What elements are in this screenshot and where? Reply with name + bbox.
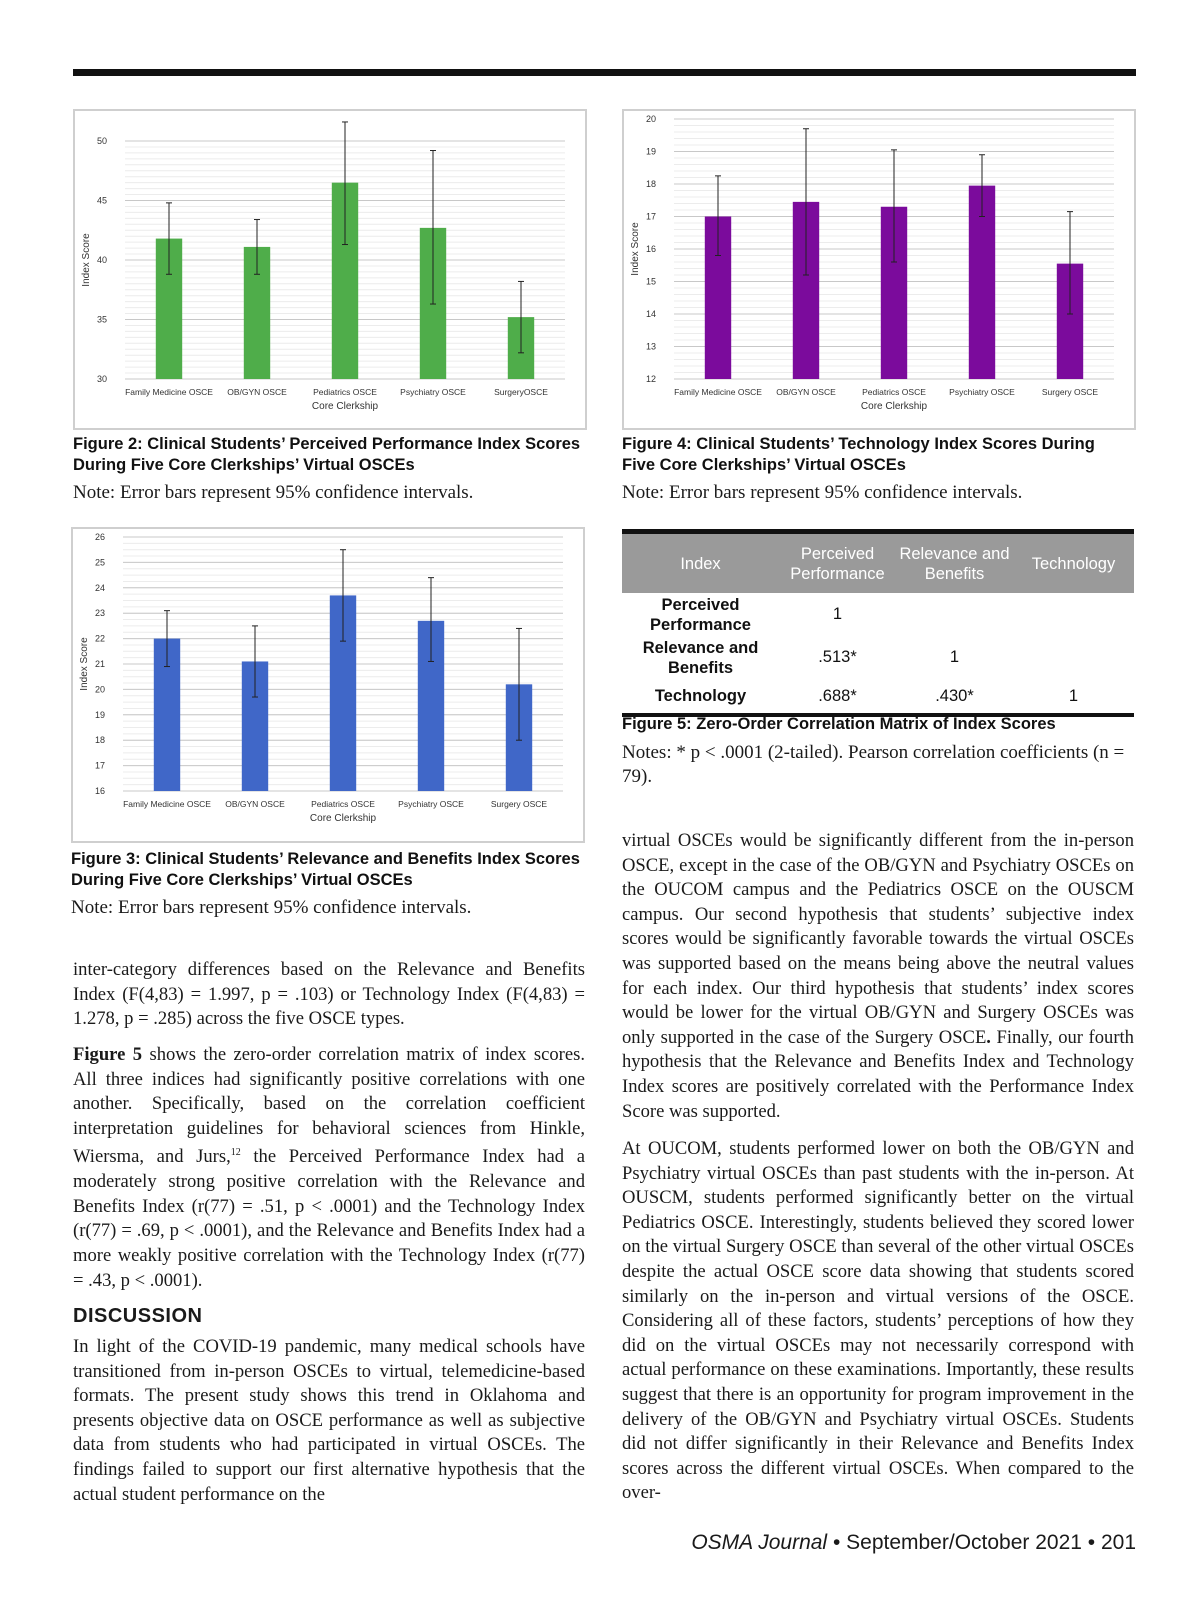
row-label: Technology: [622, 679, 779, 715]
top-rule: [73, 69, 1136, 76]
table-row: [622, 593, 1134, 636]
table-cell: 1: [832, 605, 843, 623]
left-paragraph-2: Figure 5 shows the zero-order correlation matrix of index scores. All three indices had significantly positive correlations with one another. Specifically, based on the correlation coefficient interpretation guidelines for behavioral sciences from Hinkle, Wiersma, and Jurs,$^{12}$ the Perceived Performance Index had a moderately strong positive correlation with the Relevance and Benefits Index (r(77) = .51, p < .0001) and the Technology Index (r(77) = .69, p < .0001), and the Relevance and Benefits Index had a more weakly positive correlation with the Technology Index (r(77) = .43, p < .0001).: [73, 1044, 585, 1291]
figure-2-chart: [73, 109, 587, 430]
y-tick-label: 13: [645, 341, 656, 352]
figure-4-svg: [624, 111, 1134, 428]
figure-5-notes: Notes: * p < .0001 (2-tailed). Pearson correlation coefficients (n = 79).: [622, 742, 1125, 787]
y-tick-label: 17: [645, 211, 656, 222]
x-tick-label: OB/GYN OSCE: [227, 387, 287, 397]
x-tick-label: Family Medicine OSCE: [123, 799, 211, 809]
y-tick-label: 18: [94, 735, 105, 746]
y-tick-label: 20: [645, 114, 656, 124]
y-tick-label: 23: [94, 608, 105, 619]
y-axis-label: Index Score: [79, 637, 90, 691]
y-tick-label: 19: [645, 146, 656, 157]
x-tick-label: Pediatrics OSCE: [313, 387, 377, 397]
y-tick-label: 17: [94, 760, 105, 771]
y-tick-label: 35: [96, 314, 107, 325]
left-paragraph-3: In light of the COVID-19 pandemic, many medical schools have transitioned from in-person OSCEs to virtual, telemedicine-based formats. The present study shows this trend in Oklahoma and presents objective data on OSCE performance as well as subjective data from students who had participated in virtual OSCEs. The findings failed to support our first alternative hypothesis that the actual student performance on the: [73, 1336, 585, 1505]
table-cell: .688*: [779, 679, 896, 715]
table-cell: [1013, 593, 1134, 636]
table-cell: 1: [949, 648, 960, 666]
page-footer: OSMA Journal • September/October 2021 • 201: [691, 1531, 1136, 1554]
figure-4-caption: Figure 4: Clinical Students’ Technology Index Scores During Five Core Clerkships’ Virtual OSCEs: [622, 435, 1095, 474]
discussion-heading: DISCUSSION: [73, 1305, 203, 1327]
figure-3-note: Note: Error bars represent 95% confidence intervals.: [71, 897, 472, 918]
x-tick-label: Family Medicine OSCE: [674, 387, 762, 397]
y-tick-label: 50: [96, 136, 107, 146]
y-tick-label: 20: [94, 684, 105, 695]
figure-4-chart: [622, 109, 1136, 430]
x-tick-label: Surgery OSCE: [490, 799, 548, 809]
correlation-table: [622, 529, 1134, 717]
y-tick-label: 14: [645, 309, 656, 319]
figure-3-svg: [73, 529, 583, 841]
x-tick-label: Pediatrics OSCE: [311, 799, 375, 809]
table-cell: 1: [1013, 679, 1134, 715]
y-tick-label: 26: [94, 532, 105, 542]
left-paragraph-1: inter-category differences based on the Relevance and Benefits Index (F(4,83) = 1.997, p = .103) or Technology Index (F(4,83) = 1.278, p = .285) across the five OSCE types.: [73, 959, 585, 1030]
x-tick-label: OB/GYN OSCE: [776, 387, 836, 397]
x-tick-label: Pediatrics OSCE: [862, 387, 926, 397]
table-cell: [1013, 636, 1134, 679]
table-row: [622, 679, 1134, 715]
x-axis-label: Core Clerkship: [309, 813, 377, 824]
row-label: Relevance and Benefits: [642, 638, 759, 677]
table-header: Relevance and Benefits: [896, 532, 1013, 594]
y-tick-label: 24: [94, 582, 105, 593]
y-tick-label: 19: [94, 709, 105, 720]
y-tick-label: 45: [96, 195, 107, 206]
y-tick-label: 16: [94, 786, 105, 796]
table-header-row: [622, 532, 1134, 594]
figure-3-chart: [71, 527, 585, 843]
table-cell: [896, 593, 1013, 636]
table-header: Index: [622, 532, 779, 594]
y-axis-label: Index Score: [630, 222, 641, 276]
table-row: [622, 636, 1134, 679]
x-tick-label: SurgeryOSCE: [494, 387, 548, 397]
y-tick-label: 15: [645, 276, 656, 287]
y-axis-label: Index Score: [81, 233, 92, 287]
right-paragraph-2: At OUCOM, students performed lower on both the OB/GYN and Psychiatry virtual OSCEs than past students with the in-person. At OUSCM, students performed significantly better on the virtual Pediatrics OSCE. Interestingly, students believed they scored lower on the virtual Surgery OSCE than several of the other virtual OSCEs despite the actual OSCE score data showing that students scored similarly on the in-person and virtual versions of the OSCE. Considering all of these factors, students’ perceptions of how they did on the virtual OSCEs may not necessarily correspond with actual performance on these examinations. Importantly, these results suggest that there is an opportunity for program improvement in the delivery of the OB/GYN and Psychiatry virtual OSCEs. Students did not differ significantly in their Relevance and Benefits Index scores across the different virtual OSCEs. When compared to the over-: [622, 1138, 1134, 1504]
x-tick-label: OB/GYN OSCE: [225, 799, 285, 809]
y-tick-label: 22: [94, 633, 105, 644]
right-paragraph-1: virtual OSCEs would be significantly different from the in-person OSCE, except in the case of the OB/GYN and Psychiatry OSCEs on the OUCOM campus and the Pediatrics OSCE on the OUSCM campus. Our second hypothesis that students’ subjective index scores would be significantly favorable towards the virtual OSCEs was supported based on the means being above the neutral values for each index. Our third hypothesis that students’ index scores would be lower for the virtual OB/GYN and Surgery OSCEs was only supported in the case of the Surgery OSCE. Finally, our fourth hypothesis that the Relevance and Benefits Index and Technology Index scores are positively correlated with the Performance Index Score was supported.: [622, 830, 1134, 1122]
figure-2-note: Note: Error bars represent 95% confidence intervals.: [73, 482, 474, 503]
figure-5-ref: Figure 5: [73, 1044, 143, 1065]
table-cell: .513*: [818, 648, 857, 666]
y-tick-label: 21: [94, 659, 105, 669]
y-tick-label: 16: [645, 244, 656, 254]
figure-3-caption: Figure 3: Clinical Students’ Relevance and Benefits Index Scores During Five Core Clerkships’ Virtual OSCEs: [71, 850, 580, 889]
y-tick-label: 30: [96, 374, 107, 384]
table-header: Technology: [1013, 532, 1134, 594]
figure-2-caption: Figure 2: Clinical Students’ Perceived Performance Index Scores During Five Core Clerkships’ Virtual OSCEs: [73, 435, 581, 474]
y-tick-label: 25: [94, 557, 105, 568]
x-tick-label: Surgery OSCE: [1041, 387, 1099, 397]
table-cell: .430*: [896, 679, 1013, 715]
figure-5-caption: Figure 5: Zero-Order Correlation Matrix of Index Scores: [622, 715, 1056, 733]
y-tick-label: 40: [96, 255, 107, 265]
x-axis-label: Core Clerkship: [860, 401, 928, 412]
table-header: Perceived Performance: [779, 532, 896, 594]
figure-2-svg: [75, 111, 585, 428]
y-tick-label: 12: [645, 374, 656, 384]
row-label: Perceived Performance: [650, 595, 751, 634]
figure-4-note: Note: Error bars represent 95% confidence intervals.: [622, 482, 1023, 503]
x-tick-label: Psychiatry OSCE: [949, 387, 1015, 397]
x-tick-label: Psychiatry OSCE: [400, 387, 466, 397]
x-axis-label: Core Clerkship: [311, 401, 379, 412]
x-tick-label: Family Medicine OSCE: [125, 387, 213, 397]
x-tick-label: Psychiatry OSCE: [398, 799, 464, 809]
y-tick-label: 18: [645, 179, 656, 189]
